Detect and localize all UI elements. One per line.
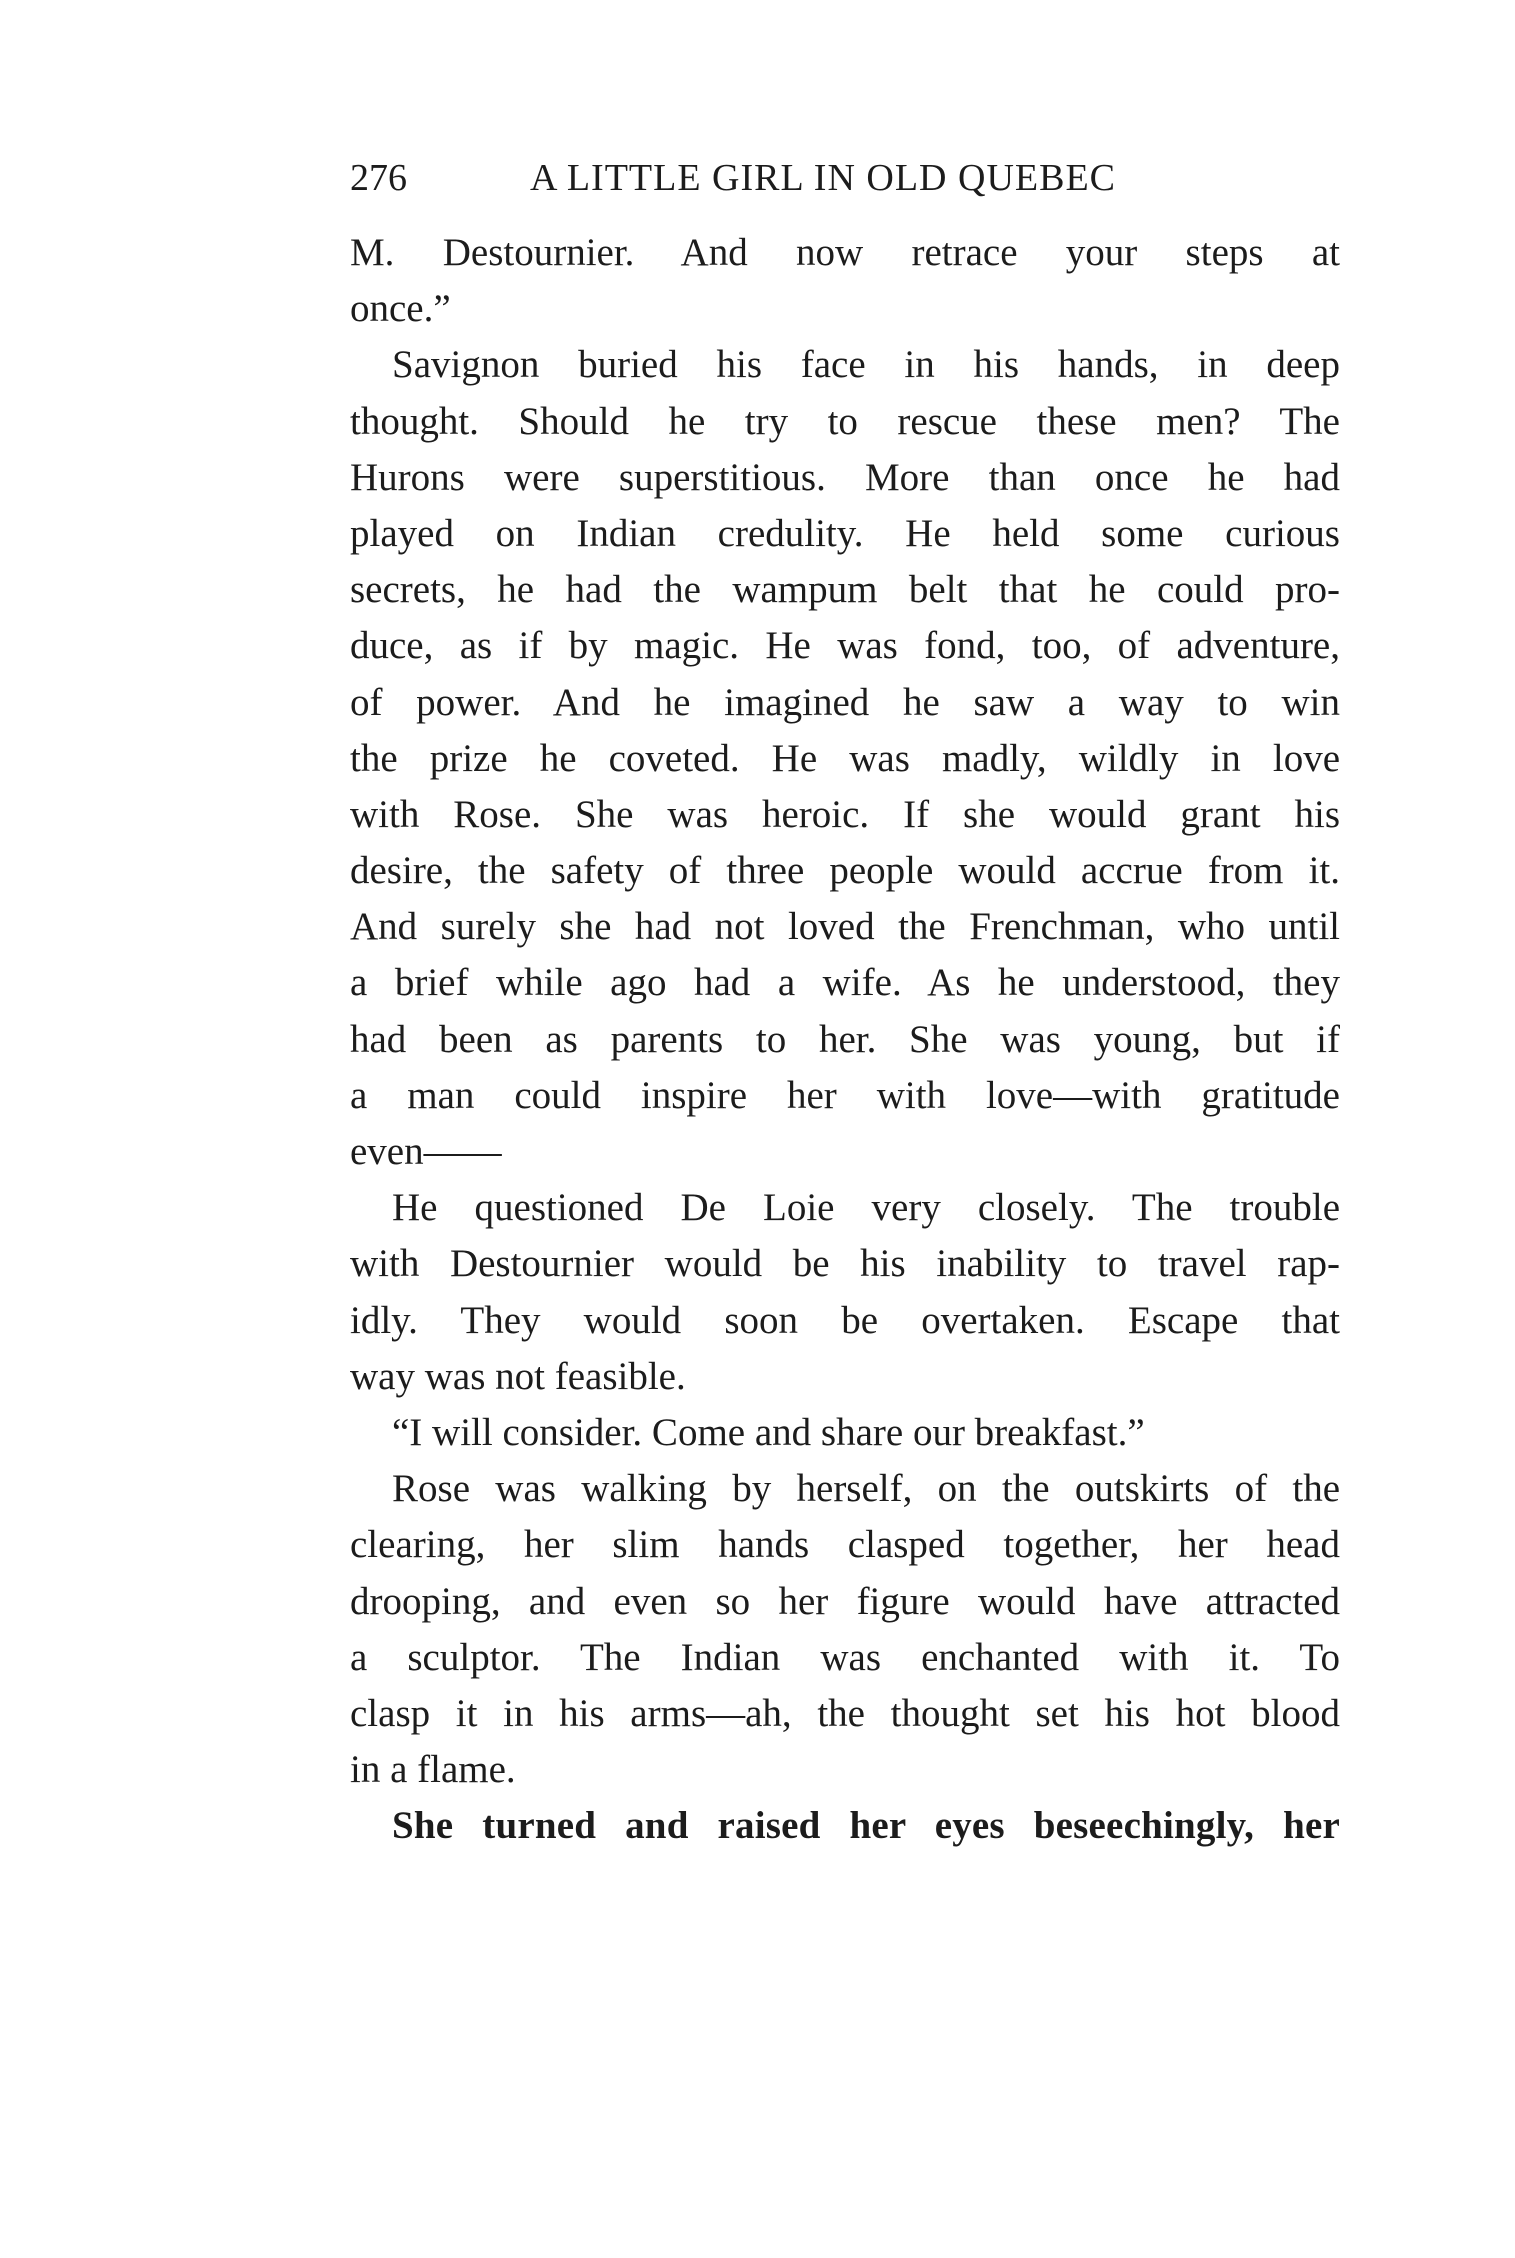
text-line: thought. Should he try to rescue these men? The <box>350 399 1340 443</box>
text-line: Hurons were superstitious. More than once he had <box>350 455 1340 499</box>
text-line: drooping, and even so her figure would have attracted <box>350 1579 1340 1623</box>
text-line: with Rose. She was heroic. If she would grant his <box>350 792 1340 836</box>
text-line: even—— <box>350 1130 502 1173</box>
text-line: way was not feasible. <box>350 1354 686 1398</box>
text-line: She turned and raised her eyes beseechingly, her <box>392 1804 1340 1848</box>
text-line: secrets, he had the wampum belt that he could pro- <box>350 568 1340 612</box>
text-line: clasp it in his arms—ah, the thought set his hot blood <box>350 1691 1340 1735</box>
text-line: He questioned De Loie very closely. The trouble <box>392 1186 1340 1230</box>
running-title: A LITTLE GIRL IN OLD QUEBEC <box>530 157 1116 199</box>
text-line: a man could inspire her with love—with gratitude <box>350 1073 1340 1117</box>
text-line: And surely she had not loved the Frenchman, who until <box>350 905 1340 949</box>
text-line: once.” <box>350 287 451 331</box>
text-line: “I will consider. Come and share our breakfast.” <box>392 1410 1145 1454</box>
text-line: clearing, her slim hands clasped together, her head <box>350 1523 1340 1567</box>
text-line: M. Destournier. And now retrace your steps at <box>350 231 1340 274</box>
text-line: Rose was walking by herself, on the outskirts of the <box>392 1467 1340 1511</box>
text-line: Savignon buried his face in his hands, in deep <box>392 343 1340 387</box>
page-number: 276 <box>350 157 407 199</box>
page-header <box>350 148 1340 208</box>
text-line: the prize he coveted. He was madly, wildly in love <box>350 736 1340 780</box>
text-line: idly. They would soon be overtaken. Escape that <box>350 1298 1340 1342</box>
text-line: had been as parents to her. She was young, but if <box>350 1017 1340 1061</box>
text-line: a sculptor. The Indian was enchanted with it. To <box>350 1635 1340 1679</box>
text-line: with Destournier would be his inability to travel rap- <box>350 1242 1340 1286</box>
text-line: duce, as if by magic. He was fond, too, of adventure, <box>350 624 1340 668</box>
text-line: a brief while ago had a wife. As he understood, they <box>350 961 1340 1005</box>
text-line: in a flame. <box>350 1748 516 1792</box>
text-line: played on Indian credulity. He held some curious <box>350 511 1340 555</box>
body-text <box>350 225 1340 1854</box>
text-line: of power. And he imagined he saw a way to win <box>350 680 1340 724</box>
text-line: desire, the safety of three people would accrue from it. <box>350 849 1340 893</box>
